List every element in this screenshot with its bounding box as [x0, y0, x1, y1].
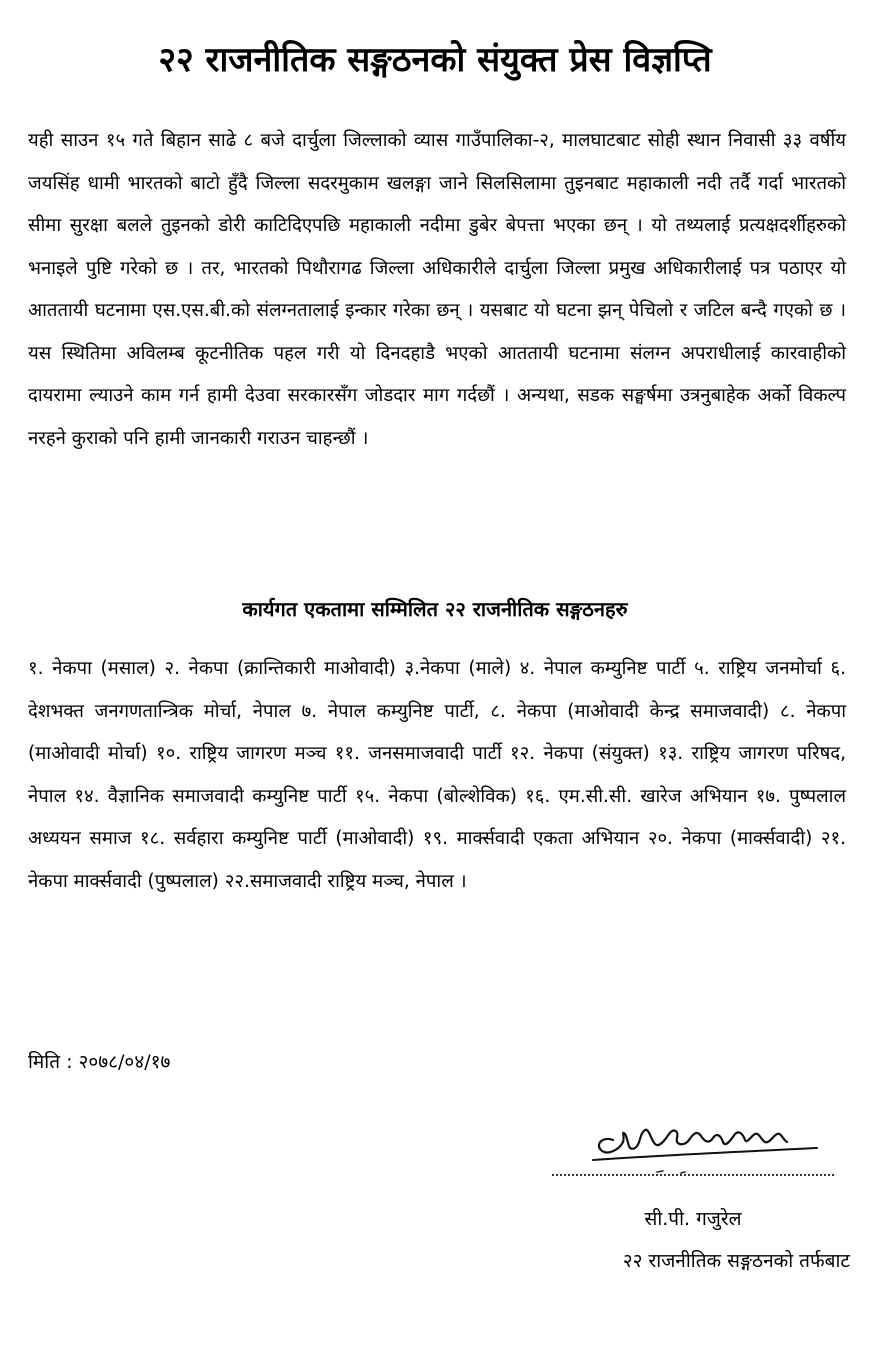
document-title: २२ राजनीतिक सङ्गठनको संयुक्त प्रेस विज्ञप्ति — [158, 40, 712, 80]
body-paragraph: यही साउन १५ गते बिहान साढे ८ बजे दार्चुला जिल्लाको व्यास गाउँपालिका-२, मालघाटबाट सोही स्थान निवासी ३३ वर्षीय जयसिंह धामी भारतको बाटो हुँदै जिल्ला सदरमुकाम खलङ्गा जाने सिलसिलामा तुइनबाट महाकाली नदी तर्दै गर्दा भारतको सीमा सुरक्षा बलले तुइनको डोरी काटिदिएपछि महाकाली नदीमा डुबेर बेपत्ता भएका छन् । यो तथ्यलाई प्रत्यक्षदर्शीहरुको भनाइले पुष्टि गरेको छ । तर, भारतको पिथौरागढ जिल्ला अधिकारीले दार्चुला जिल्ला प्रमुख अधिकारीलाई पत्र पठाएर यो आततायी घटनामा एस.एस.बी.को संलग्नतालाई इन्कार गरेका छन् । यसबाट यो घटना झन् पेचिलो र जटिल बन्दै गएको छ । यस स्थितिमा अविलम्ब कूटनीतिक पहल गरी यो दिनदहाडै भएको आततायी घटनामा संलग्न अपराधीलाई कारवाहीको दायरामा ल्याउने काम गर्न हामी देउवा सरकारसँग जोडदार माग गर्दछौं । अन्यथा, सडक सङ्घर्षमा उत्रनुबाहेक अर्को विकल्प नरहने कुराको पनि हामी जानकारी गराउन चाहन्छौं । — [28, 130, 846, 449]
organizations-heading: कार्यगत एकतामा सम्मिलित २२ राजनीतिक सङ्गठनहरु — [242, 597, 628, 621]
signer-organization: २२ राजनीतिक सङ्गठनको तर्फबाट — [622, 1250, 850, 1272]
organizations-list: १. नेकपा (मसाल) २. नेकपा (क्रान्तिकारी माओवादी) ३.नेकपा (माले) ४. नेपाल कम्युनिष्ट पार्टी ५. राष्ट्रिय जनमोर्चा ६. देशभक्त जनगणतान्त्रिक मोर्चा, नेपाल ७. नेपाल कम्युनिष्ट पार्टी, ८. नेकपा (माओवादी केन्द्र समाजवादी) ८. नेकपा (माओवादी मोर्चा) १०. राष्ट्रिय जागरण मञ्च ११. जनसमाजवादी पार्टी १२. नेकपा (संयुक्त) १३. राष्ट्रिय जागरण परिषद, नेपाल १४. वैज्ञानिक समाजवादी कम्युनिष्ट पार्टी १५. नेकपा (बोल्शेविक) १६. एम.सी.सी. खारेज अभियान १७. पुष्पलाल अध्ययन समाज १८. सर्वहारा कम्युनिष्ट पार्टी (माओवादी) १९. मार्क्सवादी एकता अभियान २०. नेकपा (मार्क्सवादी) २१. नेकपा मार्क्सवादी (पुष्पलाल) २२.समाजवादी राष्ट्रिय मञ्च, नेपाल । — [28, 658, 846, 892]
document-date: मिति : २०७८/०४/१७ — [28, 1051, 171, 1073]
handwritten-signature — [585, 1100, 825, 1182]
signature-line — [552, 1174, 834, 1176]
signer-name: सी.पी. गजुरेल — [644, 1208, 742, 1230]
